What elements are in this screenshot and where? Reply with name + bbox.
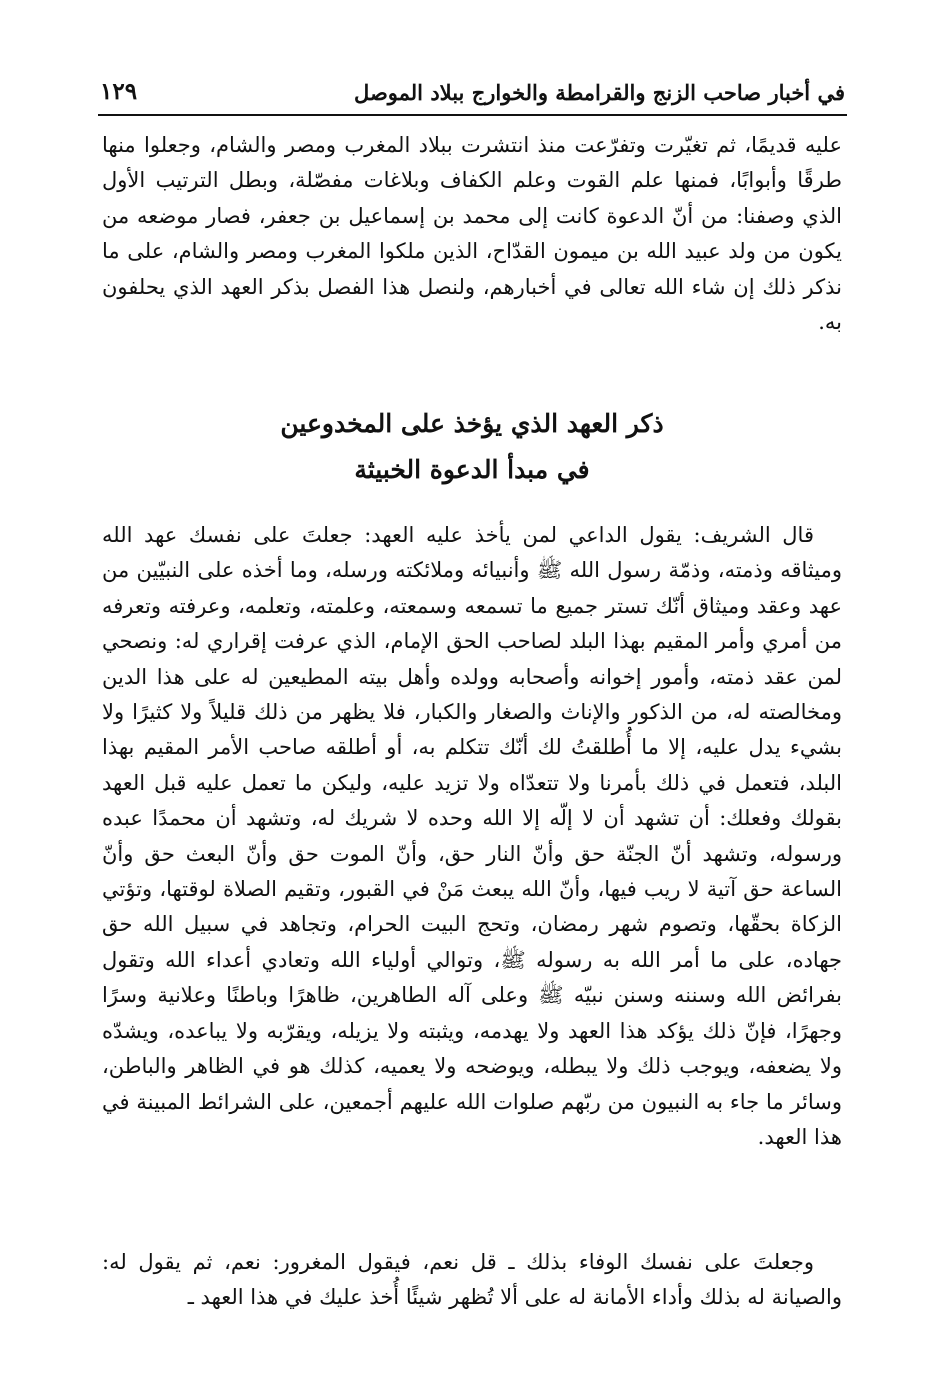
paragraph-continued: عليه قديمًا، ثم تغيّرت وتفرّعت منذ انتشرت ببلاد المغرب ومصر والشام، وجعلوا منها طرقًا وأبوابًا، فمنها علم القوت وعلم الكفاف وبلاغات مفصّلة، وبطل الترتيب الأول الذي وصفنا: من أنّ الدعوة كانت إلى محمد بن إسماعيل بن جعفر، فصار موضعه من يكون من ولد عبيد الله بن ميمون القدّاح، الذين ملكوا المغرب ومصر والشام، على ما نذكر ذلك إن شاء الله تعالى في أخبارهم، ولنصل هذا الفصل بذكر العهد الذي يحلفون به. (102, 133, 842, 335)
running-header-title: في أخبار صاحب الزنج والقرامطة والخوارج ببلاد الموصل (354, 80, 845, 105)
section-heading-line-2: في مبدأ الدعوة الخبيثة (354, 455, 590, 484)
running-header (100, 78, 845, 114)
paragraph-oath-continuation: وجعلتَ على نفسك الوفاء بذلك ـ قل نعم، فيقول المغرور: نعم، ثم يقول له: والصيانة له بذلك وأداء الأمانة له على ألا تُظهر شيئًا أُخذ عليك في هذا العهد ـ (102, 1250, 842, 1310)
paragraph-oath-text: قال الشريف: يقول الداعي لمن يأخذ عليه العهد: جعلتَ على نفسك عهد الله وميثاقه وذمته، وذمّة رسول الله ﷺ وأنبيائه وملائكته ورسله، وما أخذه على النبيّين من عهد وعقد وميثاق أنّك تستر جميع ما تسمعه وسمعته، وعلمته، وتعلمه، وعرفته وتعرفه من أمري وأمر المقيم بهذا البلد لصاحب الحق الإمام، الذي عرفت إقراري له: ونصحي لمن عقد ذمته، وأمور إخوانه وأصحابه وولده وأهل بيته المطيعين له على هذا الدين ومخالصته له، من الذكور والإناث والصغار والكبار، فلا يظهر من ذلك قليلاً ولا كثيرًا ولا بشيء يدل عليه، إلا ما أُطلقتُ لك أنّك تتكلم به، أو أطلقه صاحب الأمر المقيم بهذا البلد، فتعمل في ذلك بأمرنا ولا تتعدّاه ولا تزيد عليه، وليكن ما تعمل عليه قبل العهد بقولك وفعلك: أن تشهد أن لا إلّه إلا الله وحده لا شريك له، وتشهد أن محمدًا عبده ورسوله، وتشهد أنّ الجنّة حق وأنّ النار حق، وأنّ الموت حق وأنّ البعث حق وأنّ الساعة حق آتية لا ريب فيها، وأنّ الله يبعث مَنْ في القبور، وتقيم الصلاة لوقتها، وتؤتي الزكاة بحقّها، وتصوم شهر رمضان، وتحج البيت الحرام، وتجاهد في سبيل الله حق جهاده، على ما أمر الله به رسوله ﷺ، وتوالي أولياء الله وتعادي أعداء الله وتقول بفرائض الله وسننه وسنن نبيّه ﷺ وعلى آله الطاهرين، ظاهرًا وباطنًا وعلانية وسرًا وجهرًا، فإنّ ذلك يؤكد هذا العهد ولا يهدمه، ويثبته ولا يزيله، ويقرّبه ولا يباعده، ويشدّه ولا يضعفه، ويوجب ذلك ولا يبطله، ويوضحه ولا يعميه، كذلك هو في الظاهر والباطن، وسائر ما جاء به النبيون من ربّهم صلوات الله عليهم أجمعين، على الشرائط المبينة في هذا العهد. (102, 523, 842, 1149)
header-divider (98, 114, 847, 116)
page-number: ١٢٩ (100, 78, 138, 105)
section-heading-line-1: ذكر العهد الذي يؤخذ على المخدوعين (280, 409, 664, 438)
